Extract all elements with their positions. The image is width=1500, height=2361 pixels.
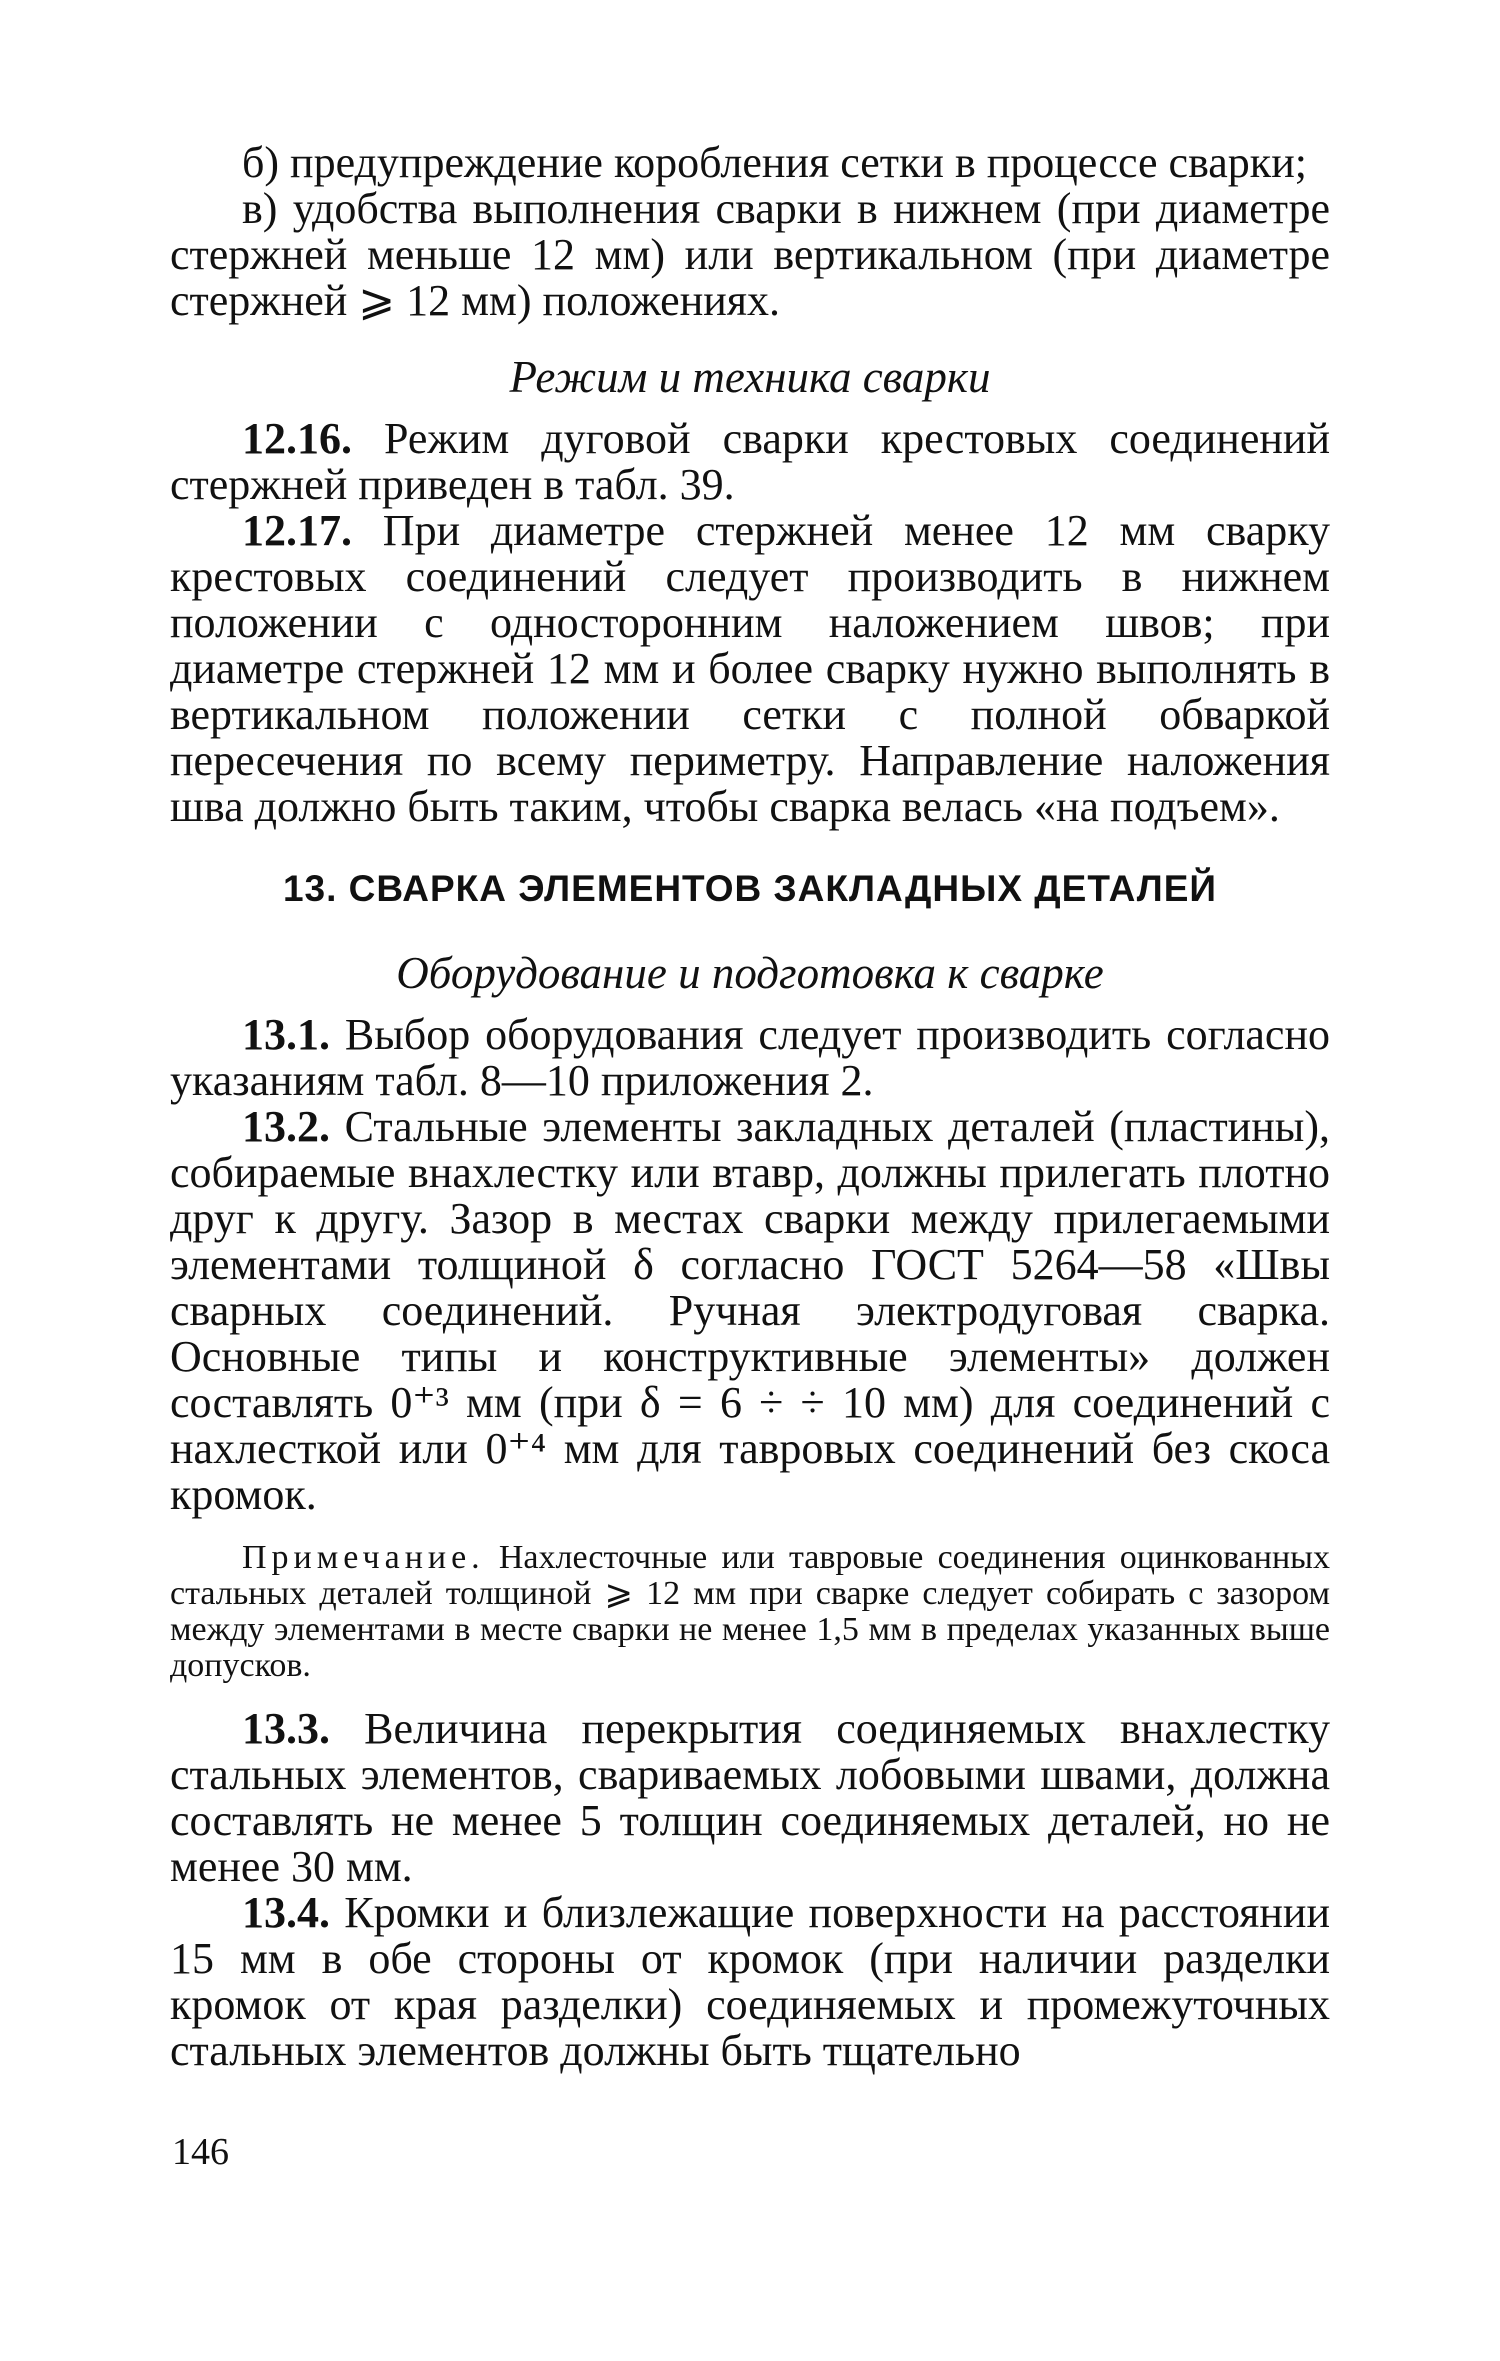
paragraph-text: Величина перекрытия соединяемых внахлестку стальных элементов, свариваемых лобовыми швами, должна составлять не менее 5 толщин соединяемых деталей, но не менее 30 мм. <box>170 1704 1330 1891</box>
paragraph-text: При диаметре стержней менее 12 мм сварку крестовых соединений следует производить в нижнем положении с односторонним наложением швов; при диаметре стержней 12 мм и более сварку нужно выполнять в вертикальном положении сетки с полной обваркой пересечения по всему периметру. Направление наложения шва должно быть таким, чтобы сварка велась «на подъем». <box>170 506 1331 831</box>
paragraph-13-2 <box>170 1104 1330 1518</box>
paragraph-text: Режим дуговой сварки крестовых соединений стержней приведен в табл. 39. <box>170 414 1330 509</box>
list-item-v: в) удобства выполнения сварки в нижнем (при диаметре стержней меньше 12 мм) или вертикальном (при диаметре стержней ⩾ 12 мм) положениях. <box>170 184 1330 325</box>
page-body <box>170 140 1330 2074</box>
subheading-equipment: Оборудование и подготовка к сварке <box>396 948 1104 998</box>
paragraph-12-16 <box>170 416 1330 508</box>
paragraph-number: 13.2. <box>242 1102 330 1151</box>
list-item-b: б) предупреждение коробления сетки в процессе сварки; <box>242 138 1307 187</box>
note-text: Нахлесточные или тавровые соединения оцинкованных стальных деталей толщиной ⩾ 12 мм при сварке следует собирать с зазором между элементами в месте сварки не менее 1,5 мм в пределах указанных выше допусков. <box>170 1539 1331 1684</box>
paragraph-12-17 <box>170 508 1330 830</box>
paragraph-number: 12.17. <box>242 506 352 555</box>
paragraph-13-1 <box>170 1012 1330 1104</box>
subheading-welding-mode: Режим и техника сварки <box>509 352 991 402</box>
paragraph-number: 12.16. <box>242 414 352 463</box>
paragraph-text: Кромки и близлежащие поверхности на расстоянии 15 мм в обе стороны от кромок (при наличии разделки кромок от края разделки) соединяемых и промежуточных стальных элементов должны быть тщательно <box>170 1888 1330 2075</box>
note-label: Примечание. <box>242 1539 485 1576</box>
paragraph-text: Стальные элементы закладных деталей (пластины), собираемые внахлестку или втавр, должны прилегать плотно друг к другу. Зазор в местах сварки между прилегаемыми элементами толщиной δ согласно ГОСТ 5264—58 «Швы сварных соединений. Ручная электродуговая сварка. Основные типы и конструктивные элементы» должен составлять 0⁺³ мм (при δ = 6 ÷ ÷ 10 мм) для соединений с нахлесткой или 0⁺⁴ мм для тавровых соединений без скоса кромок. <box>170 1102 1330 1519</box>
paragraph-13-3 <box>170 1706 1330 1890</box>
paragraph-13-4 <box>170 1890 1330 2074</box>
section-title: 13. СВАРКА ЭЛЕМЕНТОВ ЗАКЛАДНЫХ ДЕТАЛЕЙ <box>282 868 1218 909</box>
note <box>170 1540 1330 1684</box>
paragraph-number: 13.4. <box>242 1888 330 1937</box>
paragraph-number: 13.3. <box>242 1704 330 1753</box>
paragraph-number: 13.1. <box>242 1010 330 1059</box>
page-number: 146 <box>172 2131 229 2173</box>
paragraph-text: Выбор оборудования следует производить согласно указаниям табл. 8—10 приложения 2. <box>170 1010 1331 1105</box>
